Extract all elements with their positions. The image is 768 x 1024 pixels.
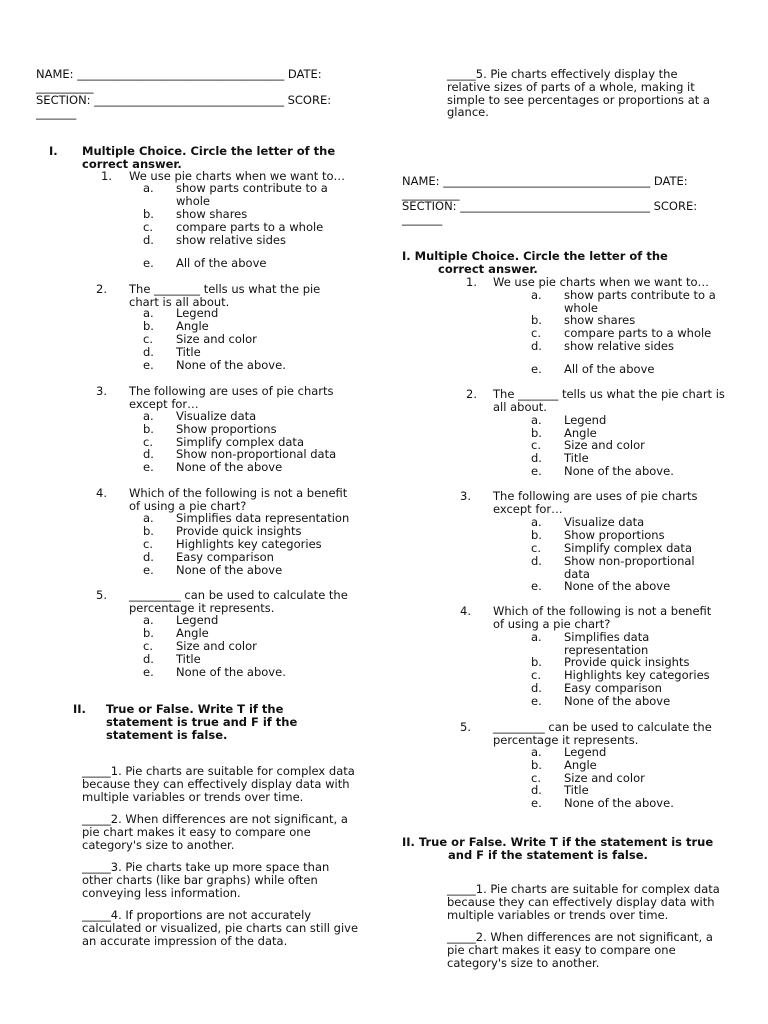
choice-letter: b. [143, 319, 154, 333]
question-text: The ________ tells us what the pie chart is all about. [129, 282, 321, 309]
choice-text[interactable]: Highlights key categories [176, 537, 322, 551]
choice-text[interactable]: Title [564, 451, 589, 465]
choice-letter: d. [531, 681, 542, 695]
choice-letter: b. [143, 207, 154, 221]
choice-text[interactable]: show parts contribute to a whole [176, 181, 328, 208]
choice-letter: b. [143, 422, 154, 436]
choice-text[interactable]: Highlights key categories [564, 668, 710, 682]
choice-letter: b. [531, 528, 542, 542]
choice-letter: a. [531, 745, 542, 759]
choice-text[interactable]: Legend [176, 613, 219, 627]
choice-letter: c. [531, 326, 541, 340]
choice-text[interactable]: Size and color [176, 332, 257, 346]
true-false-item-1: _____1. Pie charts are suitable for complex data because they can effectively display data with multiple variables or trends over time. [82, 764, 355, 804]
choice-text[interactable]: Visualize data [176, 409, 257, 423]
choice-letter: e. [531, 796, 542, 810]
choice-text[interactable]: Simplifies data representation [176, 511, 350, 525]
question-number: 4. [460, 604, 471, 618]
true-false-item-1: _____1. Pie charts are suitable for complex data because they can effectively display data with multiple variables or trends over time. [447, 882, 720, 922]
choice-text[interactable]: Simplify complex data [176, 435, 304, 449]
choice-letter: b. [531, 758, 542, 772]
choice-letter: b. [531, 426, 542, 440]
question-number: 5. [96, 588, 107, 602]
question-text: We use pie charts when we want to… [493, 275, 710, 289]
choice-letter: d. [531, 783, 542, 797]
part1-numeral: I. [49, 144, 58, 158]
part2-numeral: II. [73, 702, 86, 716]
choice-text[interactable]: Show proportions [564, 528, 665, 542]
choice-letter: a. [143, 613, 154, 627]
choice-text[interactable]: None of the above [176, 563, 283, 577]
choice-text[interactable]: show shares [564, 313, 636, 327]
choice-letter: c. [531, 438, 541, 452]
choice-text[interactable]: Simplifies data representation [564, 630, 650, 657]
question-number: 2. [466, 387, 477, 401]
choice-letter: b. [531, 655, 542, 669]
part1-title: Multiple Choice. Circle the letter of the correct answer. [82, 144, 336, 171]
choice-text[interactable]: compare parts to a whole [564, 326, 712, 340]
true-false-item-2: _____2. When differences are not significant, a pie chart makes it easy to compare one category's size to another. [447, 930, 713, 970]
choice-text[interactable]: compare parts to a whole [176, 220, 324, 234]
choice-letter: c. [143, 332, 153, 346]
section-score-line: SECTION: _________________________________ SCORE: _______ [36, 93, 332, 120]
choice-letter: e. [143, 563, 154, 577]
choice-text[interactable]: Simplify complex data [564, 541, 692, 555]
choice-text[interactable]: Legend [564, 745, 607, 759]
choice-letter: e. [143, 256, 154, 270]
choice-letter: d. [531, 339, 542, 353]
choice-text[interactable]: show shares [176, 207, 248, 221]
choice-letter: c. [143, 220, 153, 234]
choice-letter: d. [143, 233, 154, 247]
choice-letter: e. [143, 460, 154, 474]
choice-letter: c. [531, 541, 541, 555]
choice-letter: c. [531, 771, 541, 785]
question-text: Which of the following is not a benefit of using a pie chart? [129, 486, 348, 513]
choice-letter: a. [143, 409, 154, 423]
choice-letter: e. [531, 362, 542, 376]
choice-text[interactable]: Provide quick insights [564, 655, 690, 669]
choice-letter: c. [143, 435, 153, 449]
choice-text[interactable]: None of the above. [176, 665, 286, 679]
choice-letter: e. [143, 358, 154, 372]
true-false-item-3: _____3. Pie charts take up more space than other charts (like bar graphs) while often conveying less information. [82, 860, 330, 900]
choice-letter: d. [143, 447, 154, 461]
choice-letter: a. [531, 630, 542, 644]
choice-text[interactable]: None of the above. [176, 358, 286, 372]
choice-letter: b. [143, 626, 154, 640]
choice-text[interactable]: Show proportions [176, 422, 277, 436]
choice-text[interactable]: Title [176, 652, 201, 666]
choice-text[interactable]: show parts contribute to a whole [564, 288, 716, 315]
choice-letter: e. [531, 579, 542, 593]
choice-letter: c. [143, 537, 153, 551]
choice-text[interactable]: show relative sides [176, 233, 286, 247]
choice-text[interactable]: Size and color [564, 438, 645, 452]
part2-title-line1: II. True or False. Write T if the statement is true [402, 835, 714, 849]
section-score-line: SECTION: _________________________________ SCORE: _______ [402, 199, 698, 226]
choice-letter: e. [531, 464, 542, 478]
choice-letter: e. [531, 694, 542, 708]
choice-text[interactable]: Easy comparison [176, 550, 274, 564]
choice-letter: a. [531, 288, 542, 302]
choice-text[interactable]: Angle [176, 626, 209, 640]
choice-text[interactable]: show relative sides [564, 339, 674, 353]
part2-title-line2: and F if the statement is false. [448, 848, 648, 862]
choice-text[interactable]: Title [176, 345, 201, 359]
part2-title: True or False. Write T if the statement is true and F if the statement is false. [106, 702, 298, 742]
choice-letter: b. [143, 524, 154, 538]
choice-letter: a. [143, 181, 154, 195]
choice-letter: b. [531, 313, 542, 327]
question-number: 3. [96, 384, 107, 398]
choice-letter: e. [143, 665, 154, 679]
name-date-line: NAME: ____________________________________ DATE: __________ [402, 174, 688, 201]
choice-text[interactable]: All of the above [564, 362, 655, 376]
question-number: 5. [460, 720, 471, 734]
choice-text[interactable]: Title [564, 783, 589, 797]
question-number: 3. [460, 489, 471, 503]
choice-letter: a. [531, 515, 542, 529]
name-date-line: NAME: ____________________________________ DATE: __________ [36, 67, 322, 94]
choice-text[interactable]: Legend [564, 413, 607, 427]
part1-title-line1: I. Multiple Choice. Circle the letter of the [402, 249, 668, 263]
choice-letter: a. [143, 306, 154, 320]
question-text: The _______ tells us what the pie chart is all about. [493, 387, 725, 414]
question-text: The following are uses of pie charts except for… [129, 384, 334, 411]
true-false-item-2: _____2. When differences are not significant, a pie chart makes it easy to compare one category's size to another. [82, 812, 348, 852]
choice-text[interactable]: None of the above [176, 460, 283, 474]
choice-text[interactable]: Easy comparison [564, 681, 662, 695]
choice-letter: c. [531, 668, 541, 682]
choice-text[interactable]: Angle [564, 426, 597, 440]
choice-text[interactable]: Legend [176, 306, 219, 320]
choice-letter: a. [531, 413, 542, 427]
choice-letter: a. [143, 511, 154, 525]
question-number: 1. [101, 169, 112, 183]
choice-text[interactable]: Size and color [176, 639, 257, 653]
part1-title-line2: correct answer. [438, 262, 538, 276]
choice-text[interactable]: Show non-proportional data [564, 554, 695, 581]
question-number: 2. [96, 282, 107, 296]
choice-letter: d. [531, 554, 542, 568]
choice-text[interactable]: Show non-proportional data [176, 447, 337, 461]
question-text: _________ can be used to calculate the percentage it represents. [493, 720, 712, 747]
question-number: 4. [96, 486, 107, 500]
choice-letter: d. [531, 451, 542, 465]
question-number: 1. [466, 275, 477, 289]
choice-text[interactable]: None of the above. [564, 464, 674, 478]
question-text: The following are uses of pie charts except for… [493, 489, 698, 516]
choice-letter: c. [143, 639, 153, 653]
choice-text[interactable]: Angle [564, 758, 597, 772]
question-text: Which of the following is not a benefit of using a pie chart? [493, 604, 712, 631]
choice-text[interactable]: None of the above [564, 694, 671, 708]
question-text: _________ can be used to calculate the percentage it represents. [129, 588, 348, 615]
choice-letter: d. [143, 345, 154, 359]
question-text: We use pie charts when we want to… [129, 169, 346, 183]
true-false-item-5: _____5. Pie charts effectively display the relative sizes of parts of a whole, making it simple to see percentages or proportions at a glance. [447, 67, 710, 120]
choice-text[interactable]: Size and color [564, 771, 645, 785]
choice-text[interactable]: All of the above [176, 256, 267, 270]
choice-text[interactable]: Provide quick insights [176, 524, 302, 538]
choice-letter: d. [143, 652, 154, 666]
choice-text[interactable]: None of the above [564, 579, 671, 593]
choice-text[interactable]: None of the above. [564, 796, 674, 810]
choice-letter: d. [143, 550, 154, 564]
choice-text[interactable]: Visualize data [564, 515, 645, 529]
true-false-item-4: _____4. If proportions are not accurately calculated or visualized, pie charts can still give an accurate impression of the data. [82, 908, 359, 948]
choice-text[interactable]: Angle [176, 319, 209, 333]
